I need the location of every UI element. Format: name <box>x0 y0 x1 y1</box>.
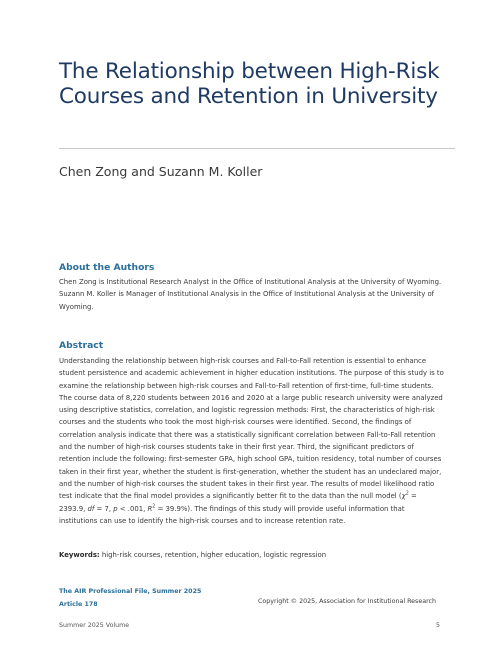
title-divider <box>59 148 455 149</box>
keywords-text: high-risk courses, retention, higher education, logistic regression <box>99 551 327 559</box>
keywords <box>59 551 449 559</box>
stat-df-value: = 7, <box>94 504 114 513</box>
volume-label: Summer 2025 Volume <box>59 622 130 629</box>
abstract-text-part1: Understanding the relationship between high-risk courses and Fall-to-Fall retention is essential to enhance student persistence and academic achievement in higher education institutions. The purpose of this study is to examine the relationship between high-risk courses and Fall-to-Fall retention of first-time, full-time students. The course data of 8,220 students between 2016 and 2020 at a large public research university were analyzed using descriptive statistics, correlation, and logistic regression methods: First, the characteristics of high-risk courses and the students who took the most high-risk courses were identified. Second, the findings of correlation analysis indicate that there was a statistically significant correlation between Fall-to-Fall retention and the number of high-risk courses students take in their first year. Third, the significant predictors of retention include the following: first-semester GPA, high school GPA, tuition residency, total number of courses taken in their first year, whether the student is first-generation, whether the student has an undeclared major, and the number of high-risk courses the student takes in their first year. The results of model likelihood ratio test indicate that the final model provides a significantly better fit to the data than the null model ( <box>59 357 444 501</box>
p-symbol: p <box>113 504 118 513</box>
journal-info <box>59 585 201 611</box>
abstract-text <box>59 355 444 527</box>
chi-symbol: χ <box>401 492 406 501</box>
copyright: Copyright © 2025, Association for Institutional Research <box>258 598 436 605</box>
r-superscript: 2 <box>152 504 156 510</box>
stat-chi-value: = 2393.9, <box>59 492 417 513</box>
author-list: Chen Zong and Suzann M. Koller <box>59 164 263 179</box>
stat-p-value: < .001, <box>117 504 148 513</box>
about-text: Chen Zong is Institutional Research Analyst in the Office of Institutional Analysis at the University of Wyoming. Suzann M. Koller is Manager of Institutional Analysis in the Office of Institutional Analysis at the University of Wyoming. <box>59 278 442 311</box>
page-number: 5 <box>436 622 441 629</box>
abstract-text-part2: = 39.9%). The findings of this study will provide useful information that institutions can use to identify the high-risk courses and to increase retention rate. <box>59 504 405 525</box>
about-heading: About the Authors <box>59 262 155 273</box>
paper-title: The Relationship between High-Risk Courses and Retention in University <box>59 59 440 109</box>
df-symbol: df <box>87 504 95 513</box>
journal-name: The AIR Professional File, Summer 2025 <box>59 588 202 595</box>
abstract-heading: Abstract <box>59 340 104 351</box>
article-number: Article 178 <box>59 601 98 608</box>
chi-superscript: 2 <box>405 491 409 497</box>
keywords-label: Keywords: <box>59 551 100 559</box>
r-symbol: R <box>147 504 153 513</box>
